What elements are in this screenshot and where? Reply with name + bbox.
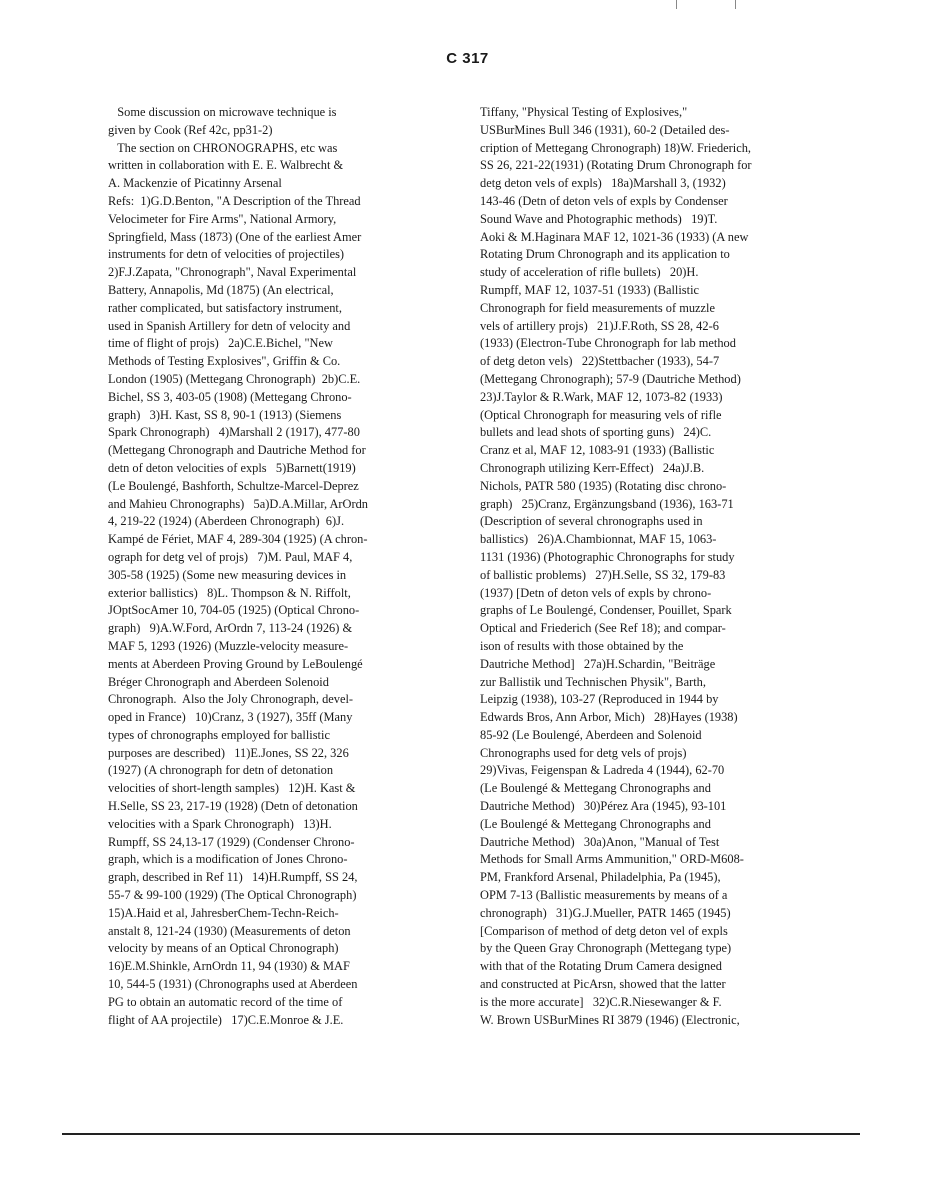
text-line: 23)J.Taylor & R.Wark, MAF 12, 1073-82 (1933) [480,389,723,404]
text-line: (Mettegang Chronograph); 57-9 (Dautriche Method) [480,371,741,386]
right-text-column [480,104,838,1029]
text-line: Nichols, PATR 580 (1935) (Rotating disc chrono- [480,478,727,493]
text-line: time of flight of projs) 2a)C.E.Bichel, "New [108,336,333,351]
text-line: graph, which is a modification of Jones Chrono- [108,852,348,867]
text-line: (Optical Chronograph for measuring vels of rifle [480,407,722,422]
text-line: ments at Aberdeen Proving Ground by LeBoulengé [108,656,363,671]
text-line: bullets and lead shots of sporting guns) 24)C. [480,425,712,440]
text-line: Sound Wave and Photographic methods) 19)T. [480,211,718,226]
text-line: of detg deton vels) 22)Stettbacher (1933), 54-7 [480,354,720,369]
text-line: given by Cook (Ref 42c, pp31-2) [108,122,273,137]
text-line: is the more accurate] 32)C.R.Niesewanger & F. [480,994,722,1009]
text-line: detg deton vels of expls) 18a)Marshall 3, (1932) [480,176,726,191]
text-line: 16)E.M.Shinkle, ArnOrdn 11, 94 (1930) & MAF [108,959,350,974]
text-line: Springfield, Mass (1873) (One of the earliest Amer [108,229,362,244]
text-line: detn of deton velocities of expls 5)Barnett(1919) [108,460,356,475]
text-line: graph) 3)H. Kast, SS 8, 90-1 (1913) (Siemens [108,407,342,422]
text-line: written in collaboration with E. E. Walbrecht & [108,158,344,173]
text-line: Dautriche Method) 30a)Anon, "Manual of Test [480,834,720,849]
text-line: Velocimeter for Fire Arms", National Armory, [108,211,337,226]
text-line: chronograph) 31)G.J.Mueller, PATR 1465 (1945) [480,905,731,920]
text-line: Battery, Annapolis, Md (1875) (An electrical, [108,282,334,297]
text-line: (Le Boulengé & Mettegang Chronographs and [480,816,711,831]
text-line: graph) 9)A.W.Ford, ArOrdn 7, 113-24 (1926) & [108,621,353,636]
text-line: Chronograph for field measurements of muzzle [480,300,715,315]
text-line: Leipzig (1938), 103-27 (Reproduced in 1944 by [480,692,719,707]
text-line: 55-7 & 99-100 (1929) (The Optical Chronograph) [108,888,357,903]
text-line: ograph for detg vel of projs) 7)M. Paul, MAF 4, [108,549,353,564]
text-line: Rumpff, SS 24,13-17 (1929) (Condenser Chrono- [108,834,355,849]
text-line: Optical and Friederich (See Ref 18); and compar- [480,621,726,636]
text-line: Methods of Testing Explosives", Griffin & Co. [108,354,341,369]
text-line: MAF 5, 1293 (1926) (Muzzle-velocity measure- [108,638,349,653]
text-line: JOptSocAmer 10, 704-05 (1925) (Optical Chrono- [108,603,360,618]
text-line: Bréger Chronograph and Aberdeen Solenoid [108,674,329,689]
text-line: ison of results with those obtained by the [480,638,684,653]
text-line: Kampé de Fériet, MAF 4, 289-304 (1925) (A chron- [108,532,368,547]
text-line: exterior ballistics) 8)L. Thompson & N. Riffolt, [108,585,351,600]
text-line: Spark Chronograph) 4)Marshall 2 (1917), 477-80 [108,425,360,440]
text-line: (Le Boulengé, Bashforth, Schultze-Marcel-Deprez [108,478,359,493]
text-line: rather complicated, but satisfactory instrument, [108,300,342,315]
text-line: study of acceleration of rifle bullets) 20)H. [480,265,699,280]
text-line: PM, Frankford Arsenal, Philadelphia, Pa (1945), [480,870,721,885]
text-line: graphs of Le Boulengé, Condenser, Pouillet, Spark [480,603,732,618]
text-line: 29)Vivas, Feigenspan & Ladreda 4 (1944), 62-70 [480,763,725,778]
text-line: zur Ballistik und Technischen Physik", Barth, [480,674,706,689]
text-line: 10, 544-5 (1931) (Chronographs used at Aberdeen [108,977,358,992]
text-line: 2)F.J.Zapata, "Chronograph", Naval Experimental [108,265,357,280]
text-line: (Mettegang Chronograph and Dautriche Method for [108,443,366,458]
text-line: cription of Mettegang Chronograph) 18)W. Friederich, [480,140,752,155]
page-bottom-rule [62,1133,860,1135]
text-line: (Le Boulengé & Mettegang Chronographs and [480,781,711,796]
text-line: 143-46 (Detn of deton vels of expls by Condenser [480,193,728,208]
text-line: oped in France) 10)Cranz, 3 (1927), 35ff (Many [108,710,353,725]
text-line: purposes are described) 11)E.Jones, SS 22, 326 [108,745,349,760]
text-line: W. Brown USBurMines RI 3879 (1946) (Electronic, [480,1012,740,1027]
text-line: 85-92 (Le Boulengé, Aberdeen and Solenoid [480,727,702,742]
scan-mark-left [676,0,677,9]
text-line: [Comparison of method of detg deton vel of expls [480,923,728,938]
text-line: and Mahieu Chronographs) 5a)D.A.Millar, ArOrdn [108,496,368,511]
left-text-column [108,104,466,1029]
text-line: USBurMines Bull 346 (1931), 60-2 (Detailed des- [480,122,730,137]
text-line: A. Mackenzie of Picatinny Arsenal [108,176,282,191]
text-line: Chronograph. Also the Joly Chronograph, devel- [108,692,354,707]
text-line: London (1905) (Mettegang Chronograph) 2b)C.E. [108,371,361,386]
text-line: Chronograph utilizing Kerr-Effect) 24a)J.B. [480,460,705,475]
text-line: 305-58 (1925) (Some new measuring devices in [108,567,347,582]
text-line: and constructed at PicArsn, showed that the latter [480,977,726,992]
text-line: anstalt 8, 121-24 (1930) (Measurements of deton [108,923,351,938]
text-line: of ballistic problems) 27)H.Selle, SS 32, 179-83 [480,567,726,582]
text-line: velocities of short-length samples) 12)H. Kast & [108,781,356,796]
text-line: instruments for detn of velocities of projectiles) [108,247,345,262]
text-line: with that of the Rotating Drum Camera designed [480,959,722,974]
text-line: Rotating Drum Chronograph and its application to [480,247,730,262]
text-line: Dautriche Method) 30)Pérez Ara (1945), 93-101 [480,799,727,814]
text-line: 1131 (1936) (Photographic Chronographs for study [480,549,735,564]
text-line: Dautriche Method] 27a)H.Schardin, "Beiträge [480,656,716,671]
text-line: (1927) (A chronograph for detn of detonation [108,763,334,778]
scan-mark-right [735,0,736,9]
text-line: types of chronographs employed for ballistic [108,727,330,742]
text-line: velocities with a Spark Chronograph) 13)H. [108,816,332,831]
text-line: SS 26, 221-22(1931) (Rotating Drum Chronograph for [480,158,752,173]
page-header: C 317 [446,50,489,67]
text-line: used in Spanish Artillery for detn of velocity and [108,318,351,333]
text-line: graph) 25)Cranz, Ergänzungsband (1936), 163-71 [480,496,734,511]
text-line: Aoki & M.Haginara MAF 12, 1021-36 (1933) (A new [480,229,749,244]
text-line: Refs: 1)G.D.Benton, "A Description of the Thread [108,193,361,208]
text-line: flight of AA projectile) 17)C.E.Monroe & J.E. [108,1012,344,1027]
text-line: (Description of several chronographs used in [480,514,703,529]
text-line: H.Selle, SS 23, 217-19 (1928) (Detn of detonation [108,799,358,814]
text-line: PG to obtain an automatic record of the time of [108,994,343,1009]
text-line: by the Queen Gray Chronograph (Mettegang type) [480,941,732,956]
text-line: (1933) (Electron-Tube Chronograph for lab method [480,336,736,351]
text-line: 4, 219-22 (1924) (Aberdeen Chronograph) 6)J. [108,514,345,529]
text-line: velocity by means of an Optical Chronograph) [108,941,339,956]
text-line: OPM 7-13 (Ballistic measurements by means of a [480,888,728,903]
text-line: vels of artillery projs) 21)J.F.Roth, SS 28, 42-6 [480,318,719,333]
text-line: 15)A.Haid et al, JahresberChem-Techn-Reich- [108,905,339,920]
text-line: Bichel, SS 3, 403-05 (1908) (Mettegang Chrono- [108,389,352,404]
text-line: graph, described in Ref 11) 14)H.Rumpff, SS 24, [108,870,358,885]
text-line: Chronographs used for detg vels of projs) [480,745,687,760]
text-line: (1937) [Detn of deton vels of expls by chrono- [480,585,712,600]
text-line: Some discussion on microwave technique is [108,105,337,119]
text-line: Tiffany, "Physical Testing of Explosives," [480,105,688,119]
text-line: The section on CHRONOGRAPHS, etc was [108,140,338,155]
text-line: ballistics) 26)A.Chambionnat, MAF 15, 1063- [480,532,717,547]
text-line: Methods for Small Arms Ammunition," ORD-M608- [480,852,744,867]
text-line: Edwards Bros, Ann Arbor, Mich) 28)Hayes (1938) [480,710,738,725]
text-line: Cranz et al, MAF 12, 1083-91 (1933) (Ballistic [480,443,715,458]
text-line: Rumpff, MAF 12, 1037-51 (1933) (Ballistic [480,282,700,297]
